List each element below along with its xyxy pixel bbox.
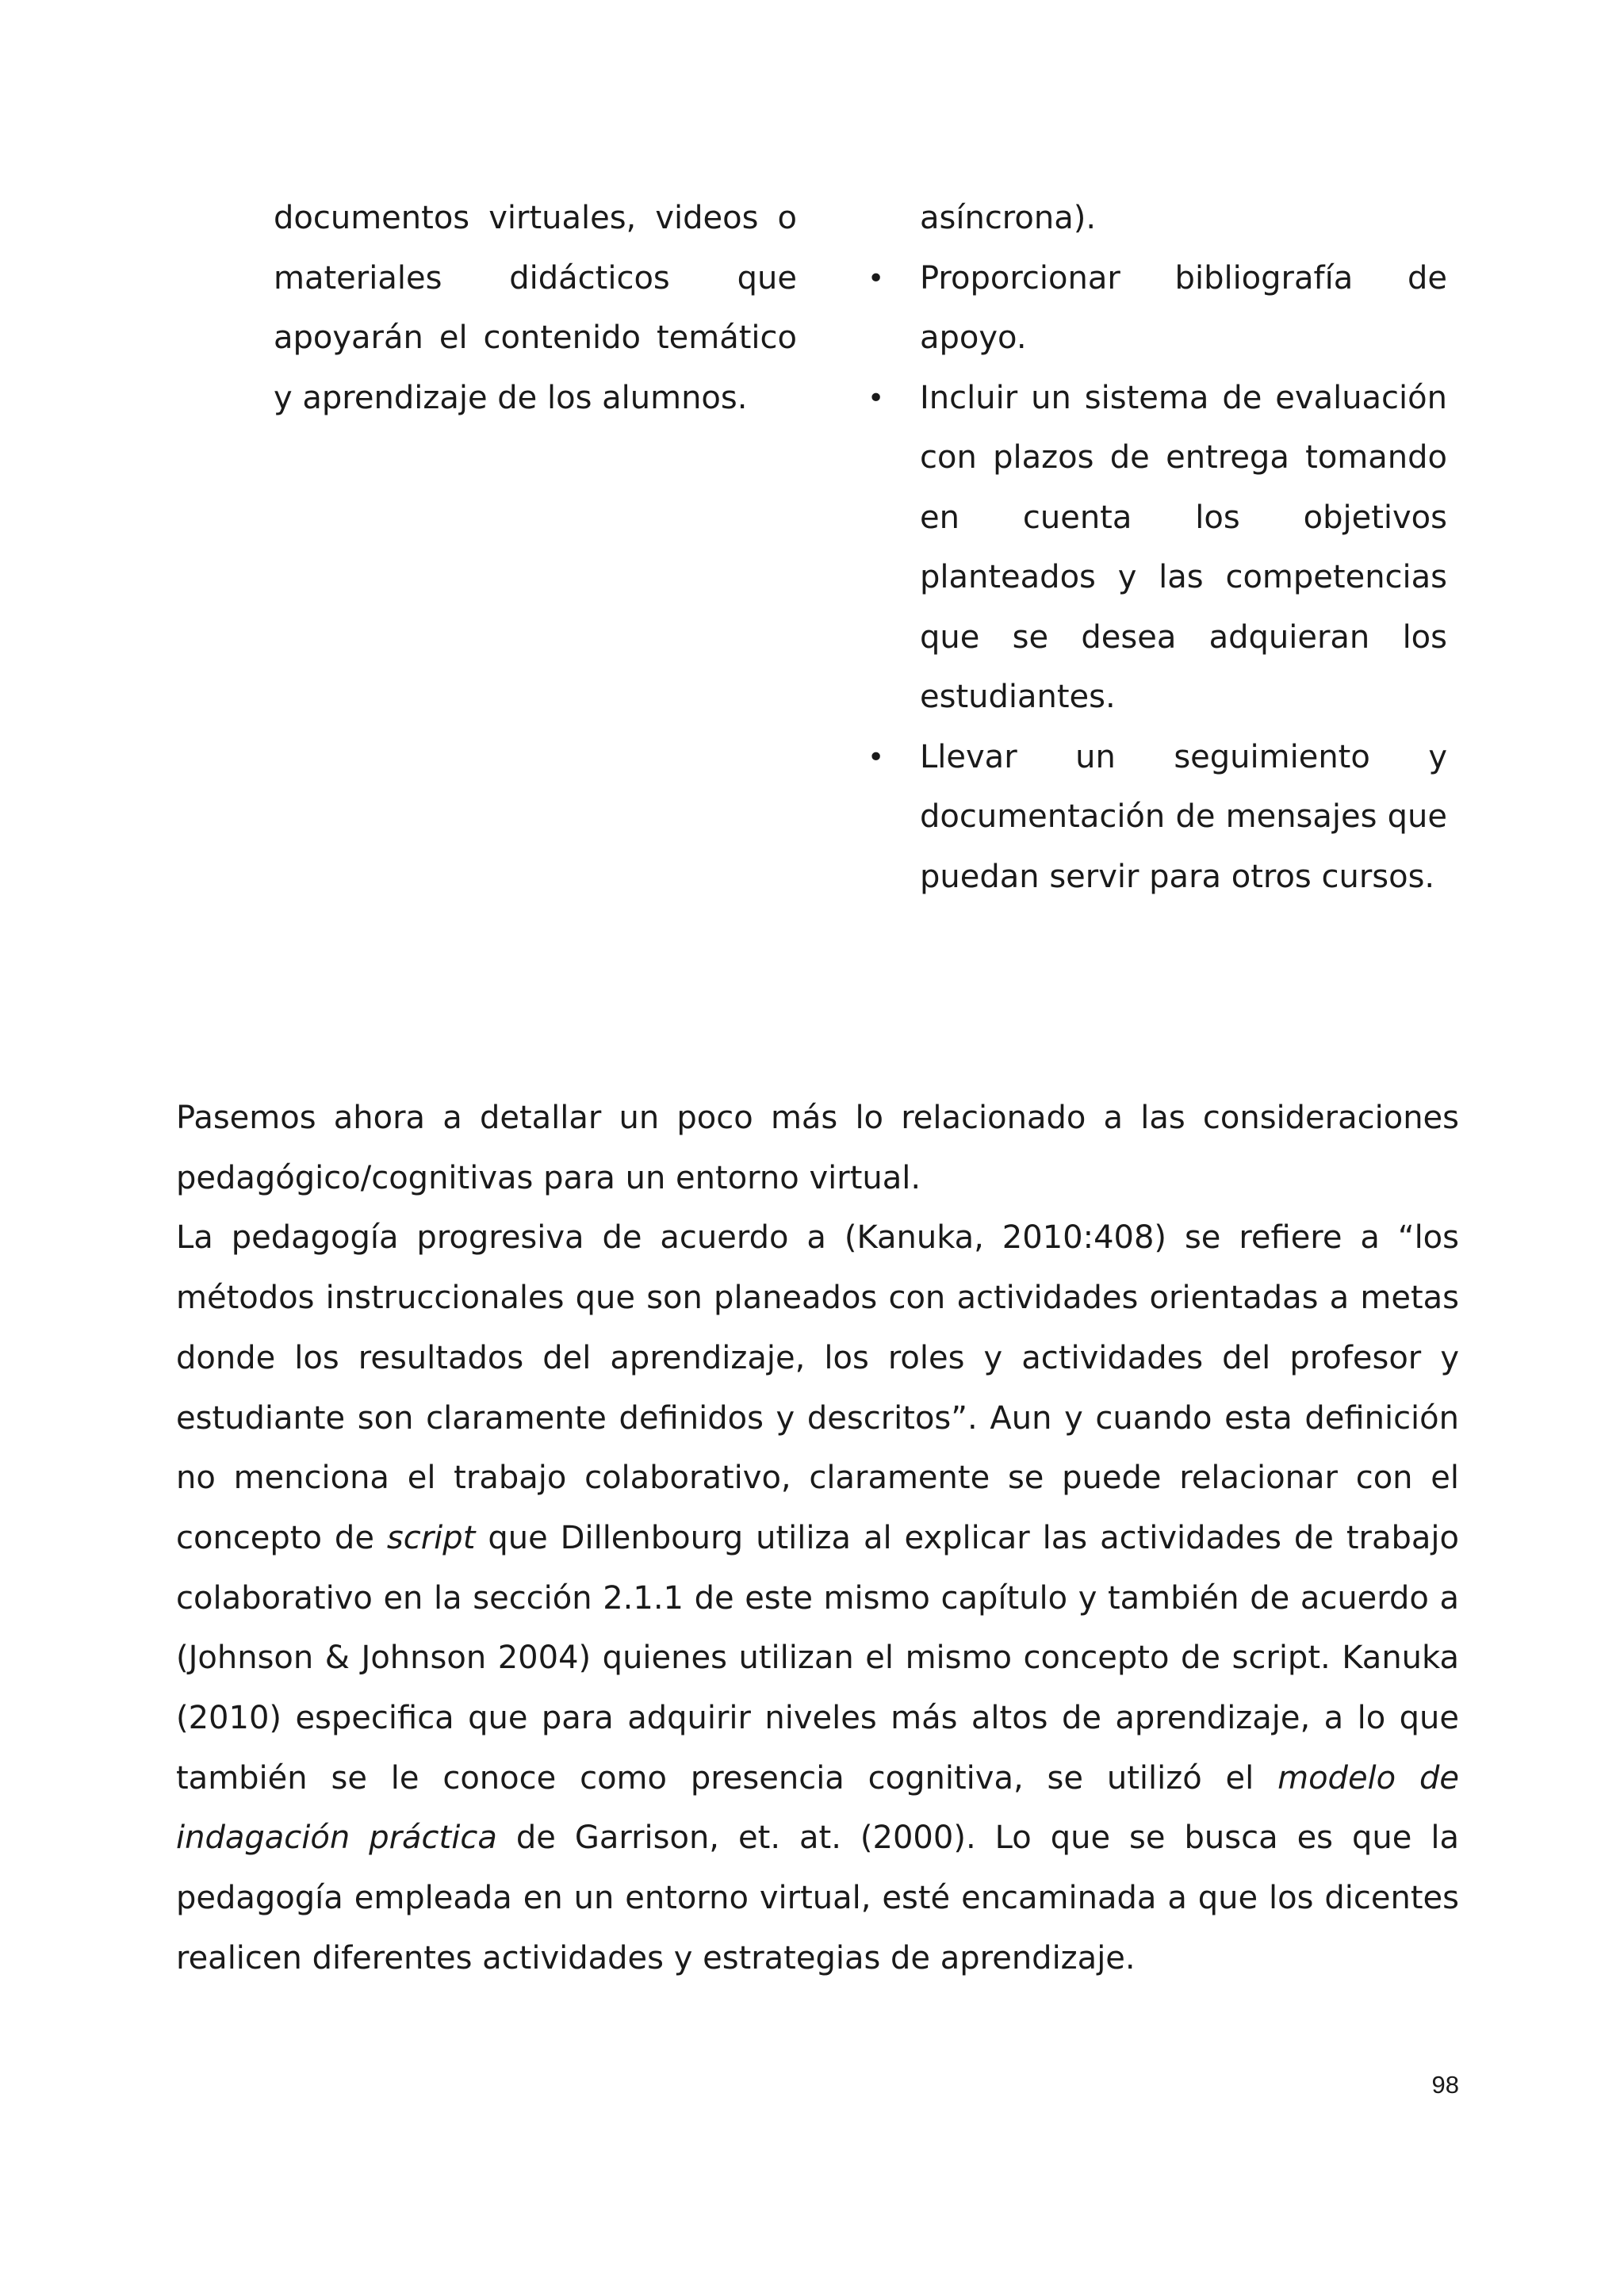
bullet-text: Llevar un seguimiento y documentación de mensajes que puedan servir para otros cursos. (920, 738, 1447, 895)
bullet-text: Incluir un sistema de evaluación con plazos de entrega tomando en cuenta los objetivos planteados y las competencias que se desea adquieran los estudiantes. (920, 379, 1447, 715)
bullet-list (864, 249, 1447, 908)
bullet-item (864, 728, 1447, 908)
paragraph-text: que Dillenbourg utiliza al explicar las actividades de trabajo colaborativo en la sección 2.1.1 de este mismo capítulo y también de acuerdo a (Johnson & Johnson 2004) quienes utilizan el mismo concepto de script. Kanuka (2010) especifica que para adquirir niveles más altos de aprendizaje, a lo que también se le conoce como presencia cognitiva, se utilizó el (176, 1519, 1459, 1797)
paragraph-text: La pedagogía progresiva de acuerdo a (Kanuka, 2010:408) se refiere a “los métodos instruccionales que son planeados con actividades orientadas a metas donde los resultados del aprendizaje, los roles y actividades del profesor y estudiante son claramente definidos y descritos”. Aun y cuando esta definición no menciona el trabajo colaborativo, claramente se puede relacionar con el concepto de (176, 1219, 1459, 1556)
bullet-icon: • (868, 262, 885, 295)
table-left-column (274, 189, 797, 428)
table-right-column (864, 189, 1447, 907)
bullet-icon: • (868, 381, 885, 415)
right-column-continuation: asíncrona). (920, 200, 1097, 236)
table-continuation (274, 189, 1447, 982)
paragraph: Pasemos ahora a detallar un poco más lo relacionado a las consideraciones pedagógico/cognitivas para un entorno virtual. (176, 1100, 1459, 1196)
paragraph-text: de Garrison, et. at. (2000). Lo que se busca es que la pedagogía empleada en un entorno virtual, esté encaminada a que los dicentes realicen diferentes actividades y estrategias de aprendizaje. (176, 1820, 1459, 1976)
bullet-text: Proporcionar bibliografía de apoyo. (920, 259, 1447, 356)
italic-term: script (386, 1519, 476, 1556)
bullet-item (864, 249, 1447, 369)
bullet-item (864, 369, 1447, 728)
body-text (176, 1089, 1459, 1989)
left-column-text: documentos virtuales, videos o materiales didácticos que apoyarán el contenido temático y aprendizaje de los alumnos. (274, 200, 797, 416)
page-number: 98 (1431, 2071, 1459, 2099)
bullet-icon: • (868, 740, 885, 774)
italic-term: modelo de indagación práctica (176, 1759, 1459, 1857)
paragraph (176, 1208, 1459, 1988)
